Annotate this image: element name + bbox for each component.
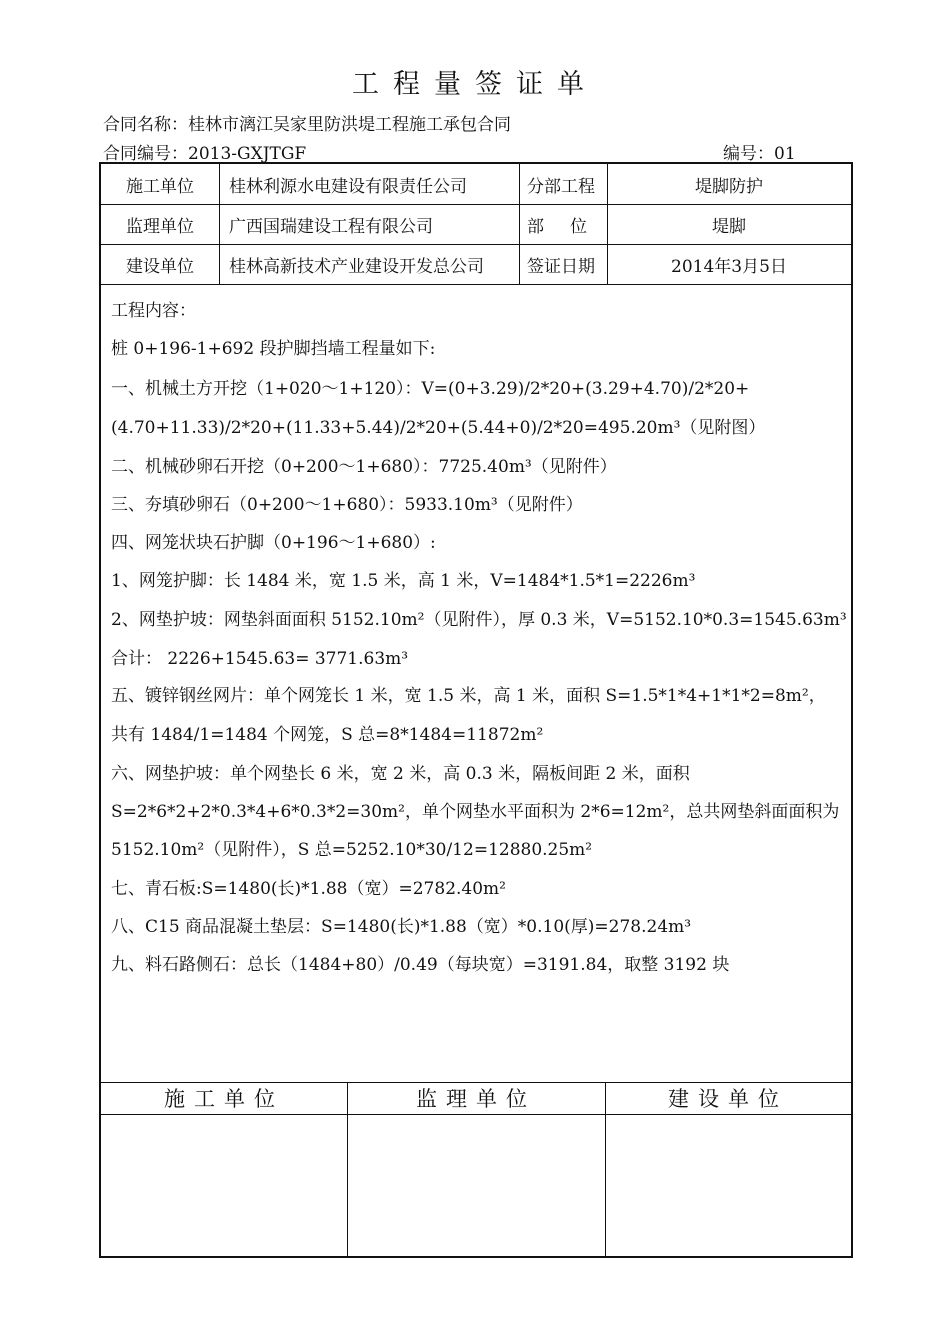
owner-signature-heading: 建设单位 <box>668 1087 788 1111</box>
sub-project-value: 堤脚防护 <box>695 176 763 197</box>
content-line: 1、网笼护脚：长 1484 米，宽 1.5 米，高 1 米，V=1484*1.5*1=2226m³ <box>111 571 696 591</box>
content-line: 二、机械砂卵石开挖（0+200～1+680）：7725.40m³（见附件） <box>111 457 617 477</box>
owner-unit-value: 桂林高新技术产业建设开发总公司 <box>229 256 484 277</box>
content-line: 共有 1484/1=1484 个网笼，S 总=8*1484=11872m² <box>111 725 544 745</box>
construction-unit-value: 桂林利源水电建设有限责任公司 <box>229 176 467 197</box>
contract-name <box>103 110 511 135</box>
content-heading: 工程内容： <box>111 301 196 321</box>
location-label: 部位 <box>527 216 613 237</box>
content-line: (4.70+11.33)/2*20+(11.33+5.44)/2*20+(5.44+0)/2*20=495.20m³（见附图） <box>111 418 766 438</box>
document-title: 工程量签证单 <box>352 69 598 100</box>
owner-signature-area <box>606 1115 851 1255</box>
supervision-signature-area <box>348 1115 605 1255</box>
content-line: 四、网笼状块石护脚（0+196～1+680）: <box>111 533 436 553</box>
column-divider <box>519 164 520 284</box>
contract-name-value: 桂林市漓江吴家里防洪堤工程施工承包合同 <box>188 115 511 135</box>
content-line: 合计： 2226+1545.63= 3771.63m³ <box>111 649 409 669</box>
form-frame <box>99 162 853 1258</box>
content-line: 三、夯填砂卵石（0+200～1+680）：5933.10m³（见附件） <box>111 495 583 515</box>
content-line: 五、镀锌钢丝网片：单个网笼长 1 米，宽 1.5 米，高 1 米，面积 S=1.5*1*4+1*1*2=8m²， <box>111 686 826 706</box>
contract-name-label: 合同名称： <box>103 115 188 135</box>
column-divider <box>219 164 220 284</box>
content-line: 六、网垫护坡：单个网垫长 6 米，宽 2 米，高 0.3 米，隔板间距 2 米，面积 <box>111 764 690 784</box>
construction-signature-area <box>101 1115 347 1255</box>
serial-number <box>723 139 796 164</box>
content-line: 2、网垫护坡：网垫斜面面积 5152.10m²（见附件），厚 0.3 米，V=5152.10*0.3=1545.63m³ <box>111 610 847 630</box>
supervision-signature-heading: 监理单位 <box>416 1087 536 1111</box>
sign-date-label: 签证日期 <box>527 256 595 277</box>
supervision-unit-label: 监理单位 <box>126 216 194 237</box>
supervision-unit-value: 广西国瑞建设工程有限公司 <box>229 216 433 237</box>
serial-number-label: 编号： <box>723 144 774 164</box>
construction-unit-label: 施工单位 <box>126 176 194 197</box>
contract-number <box>103 139 306 164</box>
owner-unit-label: 建设单位 <box>126 256 194 277</box>
content-line: 5152.10m²（见附件），S 总=5252.10*30/12=12880.25m² <box>111 840 593 860</box>
contract-number-value: 2013-GXJTGF <box>188 144 307 164</box>
content-line: 八、C15 商品混凝土垫层：S=1480(长)*1.88（宽）*0.10(厚)=278.24m³ <box>111 917 692 937</box>
construction-signature-heading: 施工单位 <box>164 1087 284 1111</box>
content-line: 一、机械土方开挖（1+020～1+120）：V=(0+3.29)/2*20+(3.29+4.70)/2*20+ <box>111 379 750 399</box>
content-line: 七、青石板:S=1480(长)*1.88（宽）=2782.40m² <box>111 879 506 899</box>
sub-project-label: 分部工程 <box>527 176 595 197</box>
row-divider <box>101 284 851 285</box>
content-line: S=2*6*2+2*0.3*4+6*0.3*2=30m²，单个网垫水平面积为 2*6=12m²，总共网垫斜面面积为 <box>111 802 840 822</box>
contract-number-label: 合同编号： <box>103 144 188 164</box>
location-value: 堤脚 <box>712 216 746 237</box>
sign-date-value: 2014年3月5日 <box>671 256 787 277</box>
serial-number-value: 01 <box>774 144 796 164</box>
content-line: 桩 0+196-1+692 段护脚挡墙工程量如下: <box>111 339 436 359</box>
content-line: 九、料石路侧石：总长（1484+80）/0.49（每块宽）=3191.84，取整 3192 块 <box>111 955 730 975</box>
